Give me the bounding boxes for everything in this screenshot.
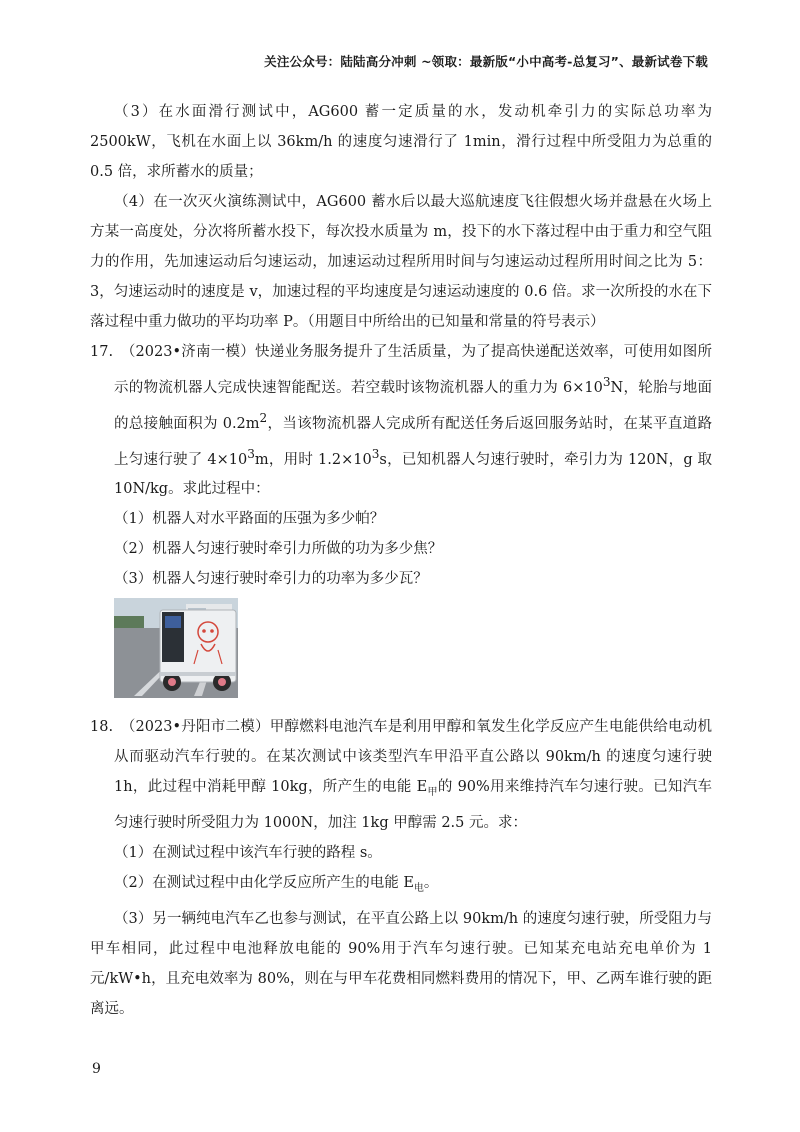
question-18 [90, 712, 712, 838]
q18-sub-jia: 甲 [427, 787, 438, 799]
q17-exp-gravity: 3 [602, 375, 611, 389]
q18-part2-a: （2）在测试过程中由化学反应所产生的电能 E [114, 875, 414, 892]
q17-part1: （1）机器人对水平路面的压强为多少帕？ [114, 511, 385, 528]
page-number: 9 [92, 1061, 101, 1077]
q17-part2: （2）机器人匀速行驶时牵引力所做的功为多少焦？ [114, 541, 443, 558]
q16-part4: （4）在一次灭火演练测试中，AG600 蓄水后以最大巡航速度飞往假想火场并盘悬在火场上方某一高度处，分次将所蓄水投下，每次投水质量为 m，投下的水下落过程中由于重力和空气阻力的作用，先加速运动后匀速运动，加速运动过程所用时间与匀速运动过程所用时间之比为 5：3，匀速运动时的速度是 v，加速过程的平均速度是匀速运动速度的 0.6 倍。求一次所投的水在下落过程中重力做功的平均功率 P。（用题目中所给出的已知量和常量的符号表示） [90, 194, 712, 330]
q17-source: （2023•济南一模） [128, 344, 256, 360]
q17-exp-time: 3 [371, 446, 380, 461]
q17-stem-d: m，用时 1.2×10 [254, 451, 372, 468]
q18-source: （2023•丹阳市二模） [128, 719, 270, 736]
delivery-robot-photo [114, 598, 238, 698]
page-header: 关注公众号：陆陆高分冲刺 ~领取：最新版“小中高考-总复习”、最新试卷下载 [264, 54, 708, 69]
q18-stem-b: 的 90%用来维持汽车匀速行驶。已知汽车匀速行驶时所受阻力为 1000N，加注 1kg 甲醇需 2.5 元。求： [114, 779, 713, 832]
q17-exp-area: 2 [259, 410, 268, 425]
q18-part2-b: 。 [423, 875, 439, 892]
q17-stem-a: 快递业务服务提升了生活质量，为了提高快递配送效率，可使用如图所示的物流机器人完成快速智能配送。若空载时该物流机器人的重力为 6×10 [114, 344, 712, 396]
question-17 [90, 337, 712, 504]
q16-part3: （3）在水面滑行测试中，AG600 蓄一定质量的水，发动机牵引力的实际总功率为 2500kW，飞机在水面上以 36km/h 的速度匀速滑行了 1min，滑行过程中所受阻力为总重的 0.5 倍，求所蓄水的质量； [90, 104, 712, 180]
q18-stem-a: 甲醇燃料电池汽车是利用甲醇和氧发生化学反应产生电能供给电动机从而驱动汽车行驶的。在某次测试中该类型汽车甲沿平直公路以 90km/h 的速度匀速行驶 1h，此过程中消耗甲醇 10kg，所产生的电能 E [114, 719, 712, 796]
q18-part1: （1）在测试过程中该汽车行驶的路程 s。 [114, 845, 382, 862]
q18-part3: （3）另一辆纯电汽车乙也参与测试，在平直公路上以 90km/h 的速度匀速行驶，所受阻力与甲车相同，此过程中电池释放电能的 90%用于汽车匀速行驶。已知某充电站充电单价为 1 元/kW•h，且充电效率为 80%，则在与甲车花费相同燃料费用的情况下，甲、乙两车谁行驶的距离远。 [90, 911, 712, 1018]
q18-sub-dian: 电 [413, 883, 424, 895]
q17-number: 17. [90, 344, 114, 360]
q17-part3: （3）机器人匀速行驶时牵引力的功率为多少瓦？ [114, 571, 428, 588]
q18-part2 [90, 868, 712, 904]
q17-stem-b: N，轮胎与地面的总接触面积为 0.2m [114, 379, 713, 432]
q18-number: 18. [90, 719, 114, 736]
q17-exp-distance: 3 [247, 446, 255, 461]
q17-stem-c: ，当该物流机器人完成所有配送任务后返回服务站时，在某平直道路上匀速行驶了 4×10 [114, 415, 712, 468]
q17-stem-e: s，已知机器人匀速行驶时，牵引力为 120N，g 取 10N/kg。求此过程中： [114, 451, 713, 498]
page-content [90, 97, 712, 1024]
